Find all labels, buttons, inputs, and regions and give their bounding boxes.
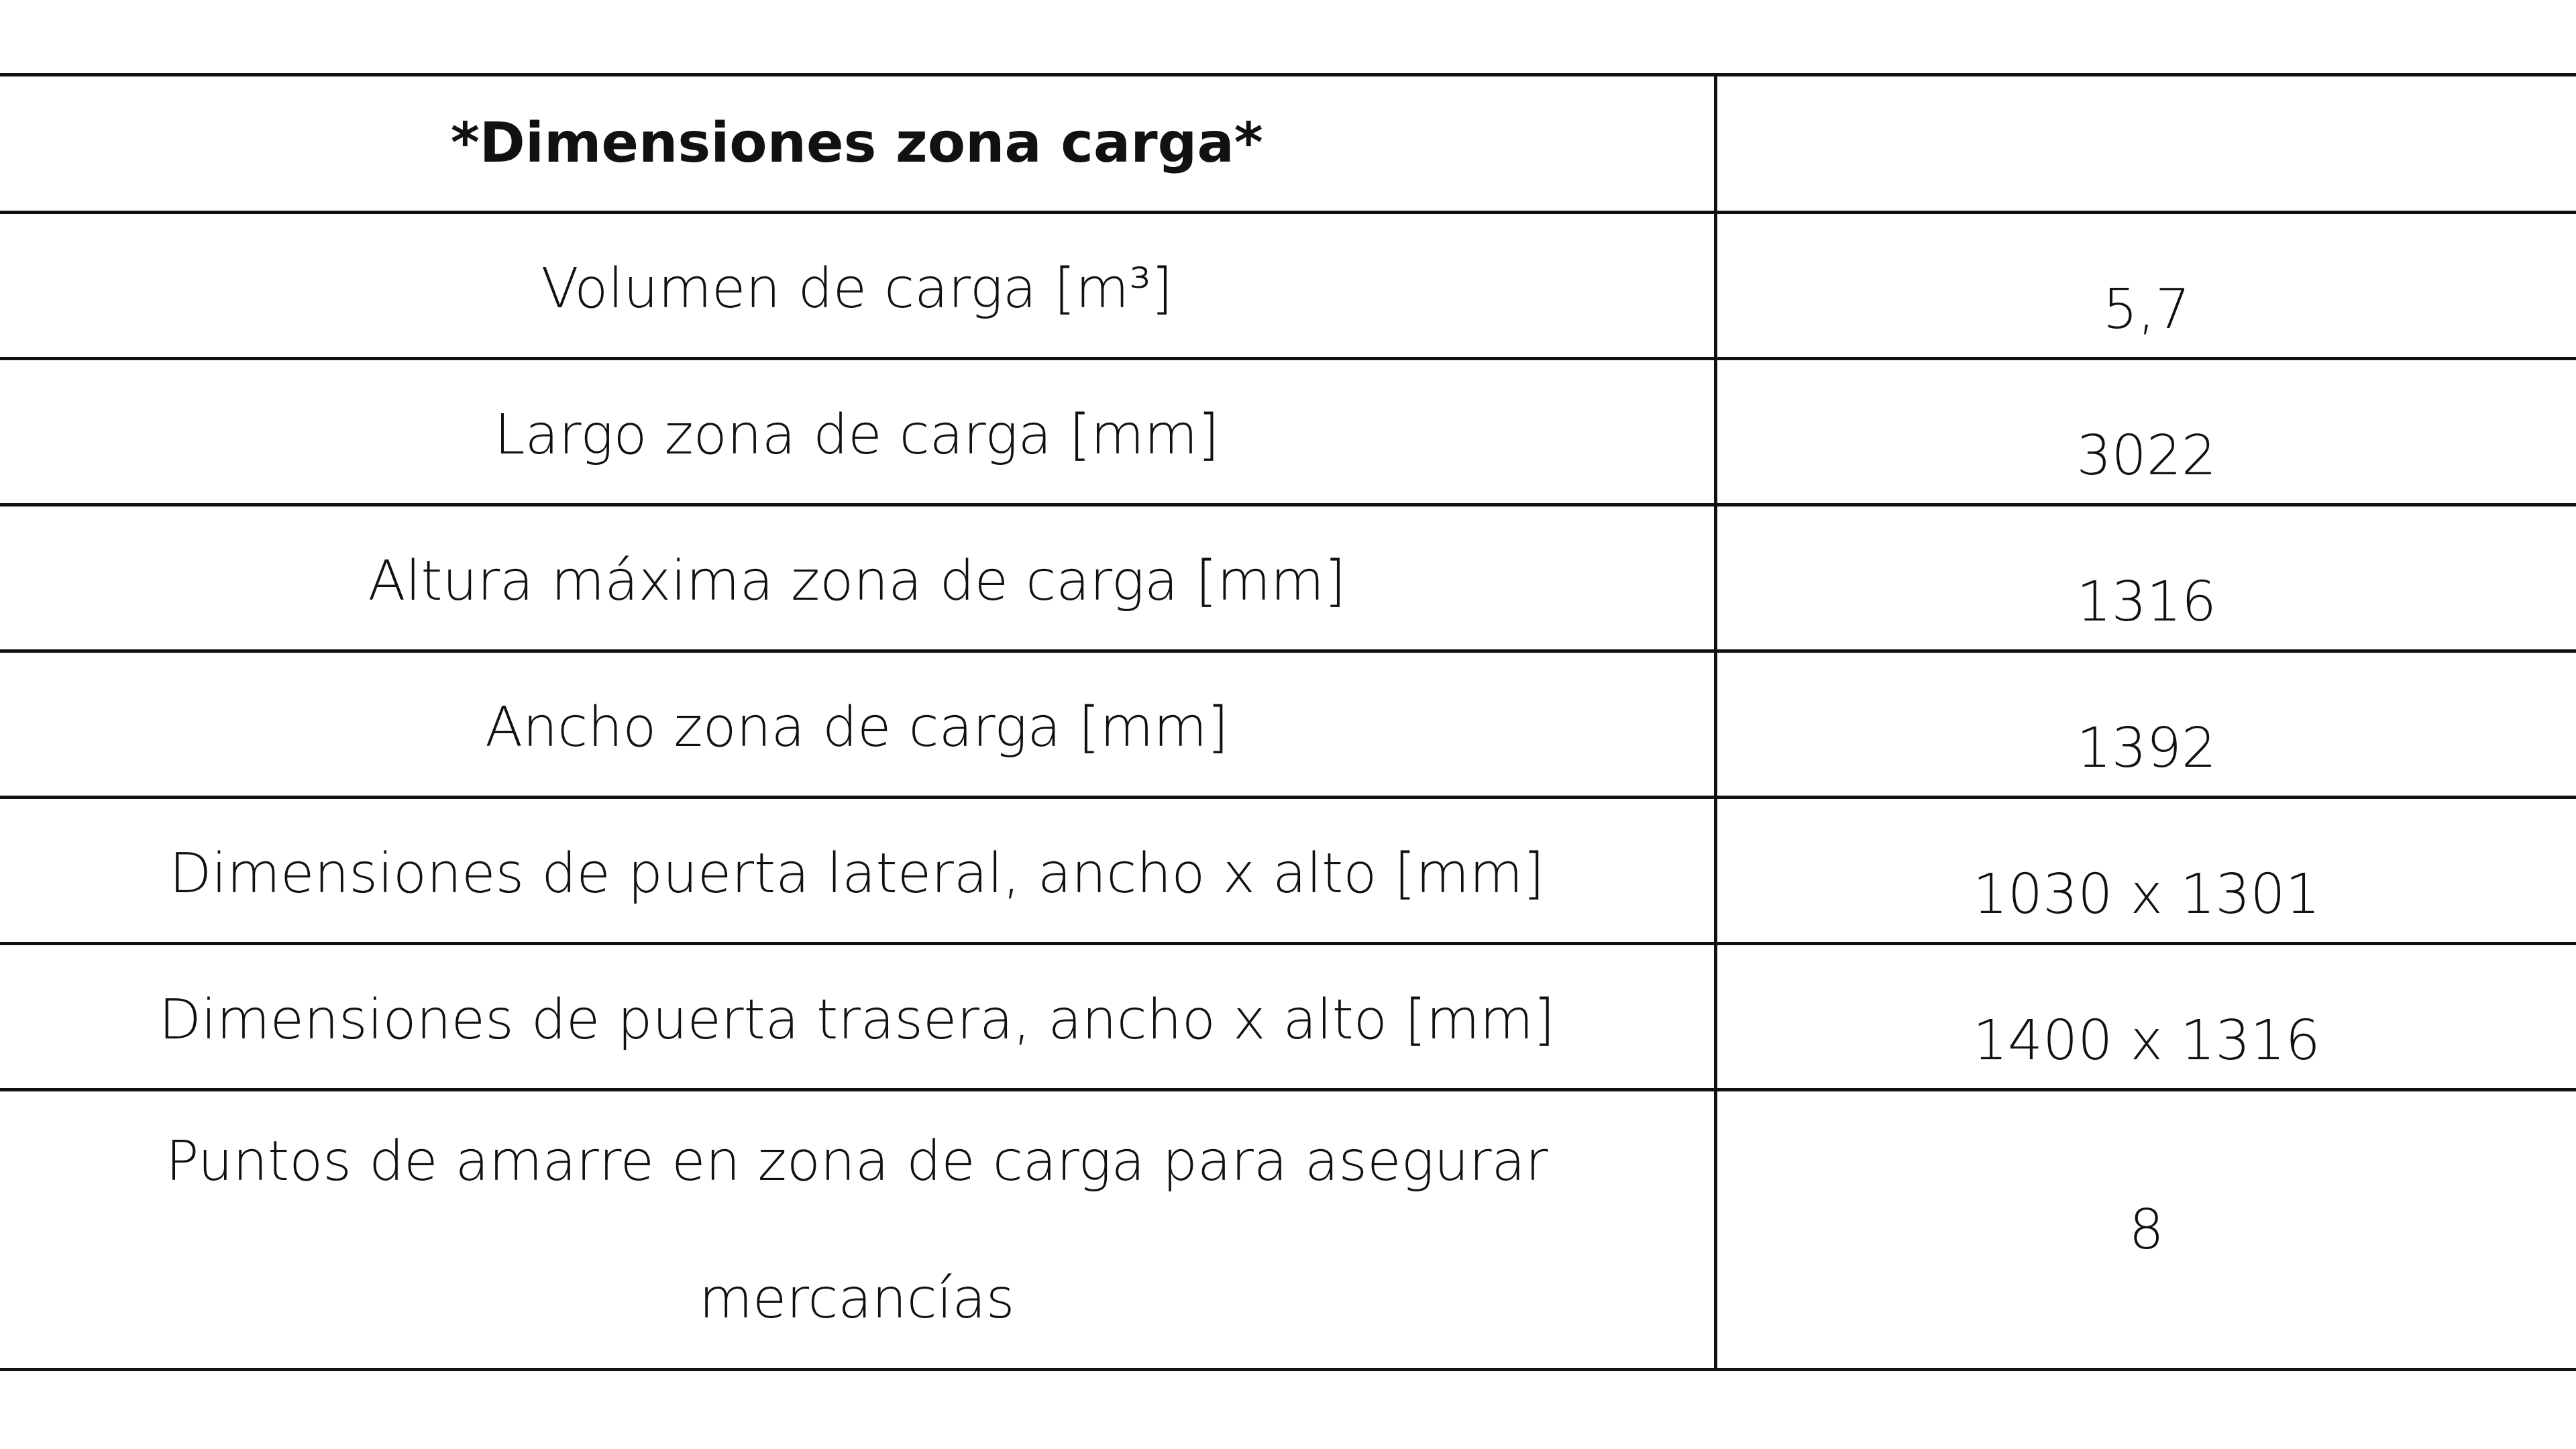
row-label: Volumen de carga [m³]	[541, 257, 1173, 321]
row-label-cell	[0, 213, 1715, 359]
row-label: Puntos de amarre en zona de carga para asegurar mercancías	[166, 1130, 1548, 1331]
row-value: 1316	[2076, 570, 2217, 634]
row-value-cell	[1715, 651, 2576, 798]
row-label-cell	[0, 798, 1715, 944]
row-value: 1400 x 1316	[1972, 1009, 2320, 1073]
row-value-cell	[1715, 505, 2576, 651]
table-row	[0, 1090, 2576, 1370]
row-value-cell	[1715, 798, 2576, 944]
row-label-cell	[0, 505, 1715, 651]
row-label: Dimensiones de puerta lateral, ancho x alto [mm]	[169, 842, 1545, 906]
table-title: *Dimensiones zona carga*	[450, 111, 1263, 175]
table-row	[0, 651, 2576, 798]
row-value: 3022	[2076, 424, 2217, 488]
row-value-cell	[1715, 213, 2576, 359]
cargo-dimensions-table	[0, 73, 2576, 1371]
row-value-cell	[1715, 1090, 2576, 1370]
row-label-cell	[0, 359, 1715, 505]
row-label: Largo zona de carga [mm]	[494, 403, 1220, 467]
row-value-cell	[1715, 359, 2576, 505]
row-label: Ancho zona de carga [mm]	[485, 696, 1229, 759]
table-row	[0, 505, 2576, 651]
row-value: 8	[2129, 1197, 2164, 1262]
row-label: Dimensiones de puerta trasera, ancho x alto [mm]	[158, 988, 1555, 1052]
table-row	[0, 213, 2576, 359]
row-label-cell	[0, 651, 1715, 798]
row-label: Altura máxima zona de carga [mm]	[368, 549, 1346, 613]
table-row	[0, 798, 2576, 944]
table-header-row	[0, 75, 2576, 213]
table-row	[0, 359, 2576, 505]
header-label-cell	[0, 75, 1715, 213]
row-value: 1392	[2076, 716, 2217, 780]
row-value-cell	[1715, 944, 2576, 1090]
row-value: 5,7	[2102, 278, 2190, 341]
header-value-cell	[1715, 75, 2576, 213]
row-value: 1030 x 1301	[1972, 863, 2320, 926]
row-label-cell	[0, 1090, 1715, 1370]
